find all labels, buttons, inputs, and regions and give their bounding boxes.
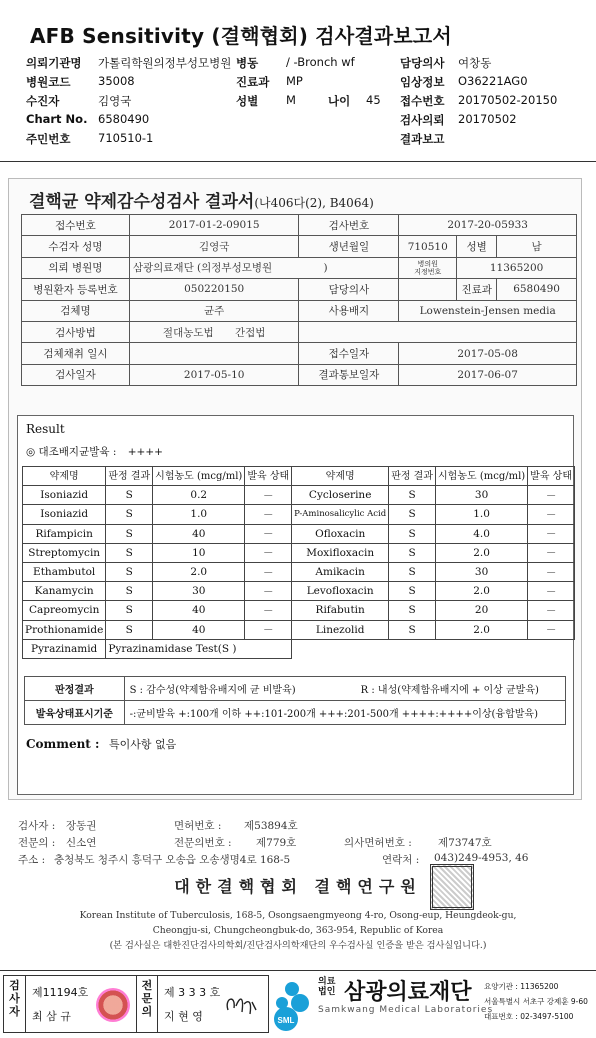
drug-row: [23, 601, 575, 620]
tester-name: 최 삼 규: [32, 1010, 71, 1023]
legend-label: 발육상태표시기준: [25, 701, 125, 725]
drug-name: Prothionamide: [23, 620, 106, 639]
patient-header: [26, 55, 576, 150]
info-row: [22, 257, 577, 278]
info-value: 11365200: [457, 257, 577, 278]
drug-conc: 4.0: [436, 524, 528, 543]
col-conc: 시험농도 (mcg/ml): [436, 467, 528, 486]
contact-line: 요양기관 : 11365200: [484, 982, 559, 991]
drug-result: S: [106, 505, 153, 524]
pza-name: Pyrazinamid: [23, 639, 106, 658]
drug-name: Moxifloxacin: [292, 543, 389, 562]
info-value: 2017-05-08: [399, 343, 577, 364]
info-table: [21, 214, 577, 386]
specialist-no: 제 3 3 3 호: [164, 986, 221, 999]
info-label: 검사일자: [22, 364, 130, 385]
logo-text: SML: [277, 1016, 295, 1025]
drug-growth: －: [528, 620, 575, 639]
header-label: 병원코드: [26, 75, 71, 89]
drug-growth: －: [245, 562, 292, 581]
info-value: 2017-06-07: [399, 364, 577, 385]
drug-conc: 2.0: [436, 543, 528, 562]
drug-name: Rifampicin: [23, 524, 106, 543]
header-value: M: [286, 93, 296, 107]
drug-result: S: [389, 486, 436, 505]
drug-name: Capreomycin: [23, 601, 106, 620]
drug-growth: －: [528, 562, 575, 581]
specialist-name: 지 현 영: [164, 1010, 203, 1023]
header-label: 진료과: [236, 75, 270, 89]
info-row: [22, 321, 577, 342]
header-value: 김영국: [98, 94, 132, 108]
scan-title-main: 결핵균 약제감수성검사 결과서: [29, 192, 255, 212]
info-label: 병원환자 등록번호: [22, 279, 130, 300]
drug-name: Levofloxacin: [292, 582, 389, 601]
header-label: 병동: [236, 56, 259, 70]
col-judge: 판정 결과: [106, 467, 153, 486]
comment-label: Comment :: [26, 737, 100, 751]
drug-growth: －: [528, 582, 575, 601]
footer-value: 043)249-4953, 46: [434, 852, 529, 864]
drug-result: S: [106, 486, 153, 505]
drug-row: [23, 620, 575, 639]
drug-name: Kanamycin: [23, 582, 106, 601]
tester-vertical-label: 검사자: [4, 976, 26, 1032]
drug-name: Ofloxacin: [292, 524, 389, 543]
drug-conc: 40: [153, 601, 245, 620]
drug-conc: 10: [153, 543, 245, 562]
drug-row: [23, 562, 575, 581]
info-value: [129, 257, 398, 278]
contact-line: 서울특별시 서초구 강제훈 9-60: [484, 997, 588, 1006]
footer-label: 주소 :: [18, 854, 46, 866]
info-label: 사용배지: [299, 300, 399, 321]
legend-r: R : 내성(약제함유배지에 + 이상 균발육): [356, 677, 566, 701]
info-value: 2017-01-2-09015: [129, 215, 299, 236]
header-value: 가톨릭학원의정부성모병원: [98, 56, 232, 70]
drug-name: Linezolid: [292, 620, 389, 639]
specialist-vertical-label: 전문의: [136, 976, 158, 1032]
header-row: [26, 93, 576, 112]
drug-result: S: [106, 601, 153, 620]
signature-bar: [0, 970, 596, 1038]
drug-name: Ethambutol: [23, 562, 106, 581]
header-value: MP: [286, 74, 303, 88]
info-label: 결과통보일자: [299, 364, 399, 385]
footer-value: 신소연: [66, 837, 97, 849]
smear-value: ++++: [127, 446, 163, 458]
info-label: 접수번호: [22, 215, 130, 236]
drug-growth: －: [528, 524, 575, 543]
company-type-1: 의료: [318, 977, 336, 987]
footer-value: 충청북도 청주시 흥덕구 오송읍 오송생명4로 168-5: [54, 854, 291, 866]
header-label: 임상정보: [400, 75, 445, 89]
comment-value: 특이사항 없음: [108, 738, 177, 751]
contact-line: 대표번호 : 02-3497-5100: [484, 1012, 574, 1021]
drug-result: S: [389, 582, 436, 601]
drug-result: S: [106, 543, 153, 562]
sml-logo-icon: [272, 977, 314, 1033]
drug-result: S: [106, 582, 153, 601]
info-label: 성별: [457, 236, 497, 257]
scan-title: [29, 187, 374, 212]
info-label: 접수일자: [299, 343, 399, 364]
drug-result: S: [389, 620, 436, 639]
header-value: 45: [366, 93, 381, 107]
info-row: [22, 215, 577, 236]
drug-result: S: [389, 505, 436, 524]
drug-result: S: [106, 562, 153, 581]
footer-value: 제779호: [256, 837, 297, 849]
drug-name: Rifabutin: [292, 601, 389, 620]
drug-conc: 1.0: [153, 505, 245, 524]
smear-label: ◎ 대조배지균발육 :: [26, 446, 117, 458]
hospital-close: ): [323, 262, 328, 275]
drug-name: Isoniazid: [23, 486, 106, 505]
info-value: [299, 321, 577, 342]
header-divider: [0, 161, 596, 162]
info-label: 의뢰 병원명: [22, 257, 130, 278]
pza-row: [23, 639, 575, 658]
result-label: Result: [26, 422, 65, 436]
info-row: [22, 343, 577, 364]
drug-result: S: [106, 524, 153, 543]
info-label: 검사번호: [299, 215, 399, 236]
drug-result: S: [389, 524, 436, 543]
header-value: O36221AG0: [458, 74, 528, 88]
header-label: 성별: [236, 94, 259, 108]
drug-growth: －: [245, 601, 292, 620]
drug-result: S: [389, 543, 436, 562]
drug-conc: 0.2: [153, 486, 245, 505]
header-value: 710510-1: [98, 131, 154, 145]
tester-stamp-icon: [96, 988, 130, 1022]
institute-footer: [18, 818, 578, 951]
drug-growth: －: [528, 505, 575, 524]
footer-value: 제53894호: [244, 820, 298, 832]
footer-row: [18, 818, 578, 835]
info-row: [22, 300, 577, 321]
header-label: 검사의뢰: [400, 113, 445, 127]
header-value: 20170502: [458, 112, 517, 126]
footer-value: 장동권: [66, 820, 97, 832]
method-2: 간접법: [234, 326, 266, 339]
footer-label: 연락처 :: [382, 854, 420, 866]
scan-title-suffix: (나406다(2), B4064): [254, 196, 374, 210]
legend-growth: -:균비발육 +:100개 이하 ++:101-200개 +++:201-500개 ++++:++++이상(융합발육): [124, 701, 565, 725]
drug-growth: －: [528, 486, 575, 505]
drug-growth: －: [245, 524, 292, 543]
info-row: [22, 364, 577, 385]
info-label: 담당의사: [299, 279, 399, 300]
method-1: 절대농도법: [162, 326, 214, 339]
header-row: [26, 74, 576, 93]
drug-result: S: [389, 562, 436, 581]
drug-conc: 30: [436, 562, 528, 581]
header-label: 나이: [328, 94, 351, 108]
footer-row: [18, 835, 578, 852]
result-panel: [17, 415, 574, 795]
drug-header-row: [23, 467, 575, 486]
info-label: 검사방법: [22, 321, 130, 342]
smear-line: [26, 444, 163, 459]
report-title: AFB Sensitivity (결핵협회) 검사결과보고서: [30, 24, 452, 48]
footer-label: 면허번호 :: [174, 820, 222, 832]
header-value: / -Bronch wf: [286, 55, 355, 69]
header-row: [26, 112, 576, 131]
header-label: Chart No.: [26, 112, 88, 126]
drug-conc: 2.0: [153, 562, 245, 581]
pza-blank: [292, 639, 575, 658]
drug-growth: －: [528, 543, 575, 562]
info-label: 검체채취 일시: [22, 343, 130, 364]
drug-conc: 2.0: [436, 582, 528, 601]
info-value: Lowenstein-Jensen media: [399, 300, 577, 321]
info-label: 생년월일: [299, 236, 399, 257]
col-drug: 약제명: [23, 467, 106, 486]
signature-box: [3, 975, 269, 1033]
info-value: [129, 343, 299, 364]
drug-growth: －: [528, 601, 575, 620]
drug-result: S: [106, 620, 153, 639]
footer-label: 전문의번호 :: [174, 837, 232, 849]
info-value: 남: [497, 236, 577, 257]
info-row: [22, 236, 577, 257]
legend-label: 판정결과: [25, 677, 125, 701]
drug-conc: 30: [436, 486, 528, 505]
col-growth: 발육 상태: [245, 467, 292, 486]
footer-label: 의사면허번호 :: [344, 837, 412, 849]
drug-name: Cycloserine: [292, 486, 389, 505]
info-value: 050220150: [129, 279, 299, 300]
drug-conc: 30: [153, 582, 245, 601]
legend-s: S : 감수성(약제함유배지에 균 비발육): [124, 677, 356, 701]
header-label: 결과보고: [400, 132, 445, 146]
info-value: [129, 321, 299, 342]
legend-row: [25, 677, 566, 701]
footer-label: 전문의 :: [18, 837, 56, 849]
info-label: [399, 257, 457, 278]
institute-name: 대한결핵협회 결핵연구원: [174, 877, 422, 896]
drug-name: Streptomycin: [23, 543, 106, 562]
info-value: [399, 279, 457, 300]
col-judge: 판정 결과: [389, 467, 436, 486]
drug-growth: －: [245, 582, 292, 601]
drug-row: [23, 524, 575, 543]
header-label: 주민번호: [26, 132, 71, 146]
drug-row: [23, 505, 575, 524]
certification-notice: (본 검사실은 대한진단검사의학회/진단검사의학재단의 우수검사실 인증을 받은 검사실입니다.): [109, 940, 487, 951]
info-value: 김영국: [129, 236, 299, 257]
header-label: 의뢰기관명: [26, 56, 82, 70]
comment: [26, 736, 176, 752]
legend-row: [25, 701, 566, 725]
drug-row: [23, 582, 575, 601]
col-conc: 시험농도 (mcg/ml): [153, 467, 245, 486]
header-value: 6580490: [98, 112, 150, 126]
address-en-2: Cheongju-si, Chungcheongbuk-do, 363-954, Republic of Korea: [152, 925, 444, 936]
drug-name: P-Aminosalicylic Acid: [292, 505, 389, 524]
pza-value: Pyrazinamidase Test(S ): [106, 639, 292, 658]
header-label: 접수번호: [400, 94, 445, 108]
drug-growth: －: [245, 505, 292, 524]
company-name-en: Samkwang Medical Laboratories: [318, 1005, 494, 1015]
header-row: [26, 55, 576, 74]
footer-label: 검사자 :: [18, 820, 56, 832]
address-en-1: Korean Institute of Tuberculosis, 168-5, Osongsaengmyeong 4-ro, Osong-eup, Heungdeok-gu,: [79, 910, 517, 921]
drug-conc: 40: [153, 620, 245, 639]
header-label: 담당의사: [400, 56, 445, 70]
info-label: 수검자 성명: [22, 236, 130, 257]
drug-result: S: [389, 601, 436, 620]
info-value: 2017-20-05933: [399, 215, 577, 236]
company-contact: [484, 979, 588, 1024]
institute-seal: [430, 864, 474, 910]
footer-row: [18, 852, 578, 869]
drug-row: [23, 543, 575, 562]
header-value: 여창동: [458, 56, 492, 70]
info-row: [22, 279, 577, 300]
drug-conc: 2.0: [436, 620, 528, 639]
info-label: 검체명: [22, 300, 130, 321]
info-value: 710510: [399, 236, 457, 257]
tester-no: 제11194호: [32, 986, 89, 999]
company-name: 삼광의료재단: [344, 980, 472, 1005]
header-row: [26, 131, 576, 150]
drug-name: Amikacin: [292, 562, 389, 581]
col-growth: 발육 상태: [528, 467, 575, 486]
drug-growth: －: [245, 486, 292, 505]
drug-conc: 1.0: [436, 505, 528, 524]
col-drug: 약제명: [292, 467, 389, 486]
institute-address: [18, 908, 578, 953]
scanned-report: [8, 178, 582, 800]
drug-table: [22, 466, 575, 659]
header-label: 수진자: [26, 94, 60, 108]
header-value: 20170502-20150: [458, 93, 558, 107]
drug-growth: －: [245, 620, 292, 639]
legend-table: [24, 676, 566, 725]
info-value: 2017-05-10: [129, 364, 299, 385]
hospital-name: 삼광의료재단 (의정부성모병원: [132, 262, 273, 275]
drug-rows: [23, 486, 575, 640]
drug-row: [23, 486, 575, 505]
info-value: 균주: [129, 300, 299, 321]
signature-icon: [222, 990, 262, 1020]
drug-name: Isoniazid: [23, 505, 106, 524]
company-type-2: 법인: [318, 987, 336, 997]
designated-label-2: 지정번호: [414, 267, 442, 276]
company-type: [318, 977, 335, 997]
designated-label-1: 병의원: [417, 259, 438, 268]
footer-value: 제73747호: [438, 837, 492, 849]
drug-growth: －: [245, 543, 292, 562]
header-value: 35008: [98, 74, 135, 88]
drug-conc: 40: [153, 524, 245, 543]
info-value: 6580490: [497, 279, 577, 300]
info-label: 진료과: [457, 279, 497, 300]
drug-conc: 20: [436, 601, 528, 620]
